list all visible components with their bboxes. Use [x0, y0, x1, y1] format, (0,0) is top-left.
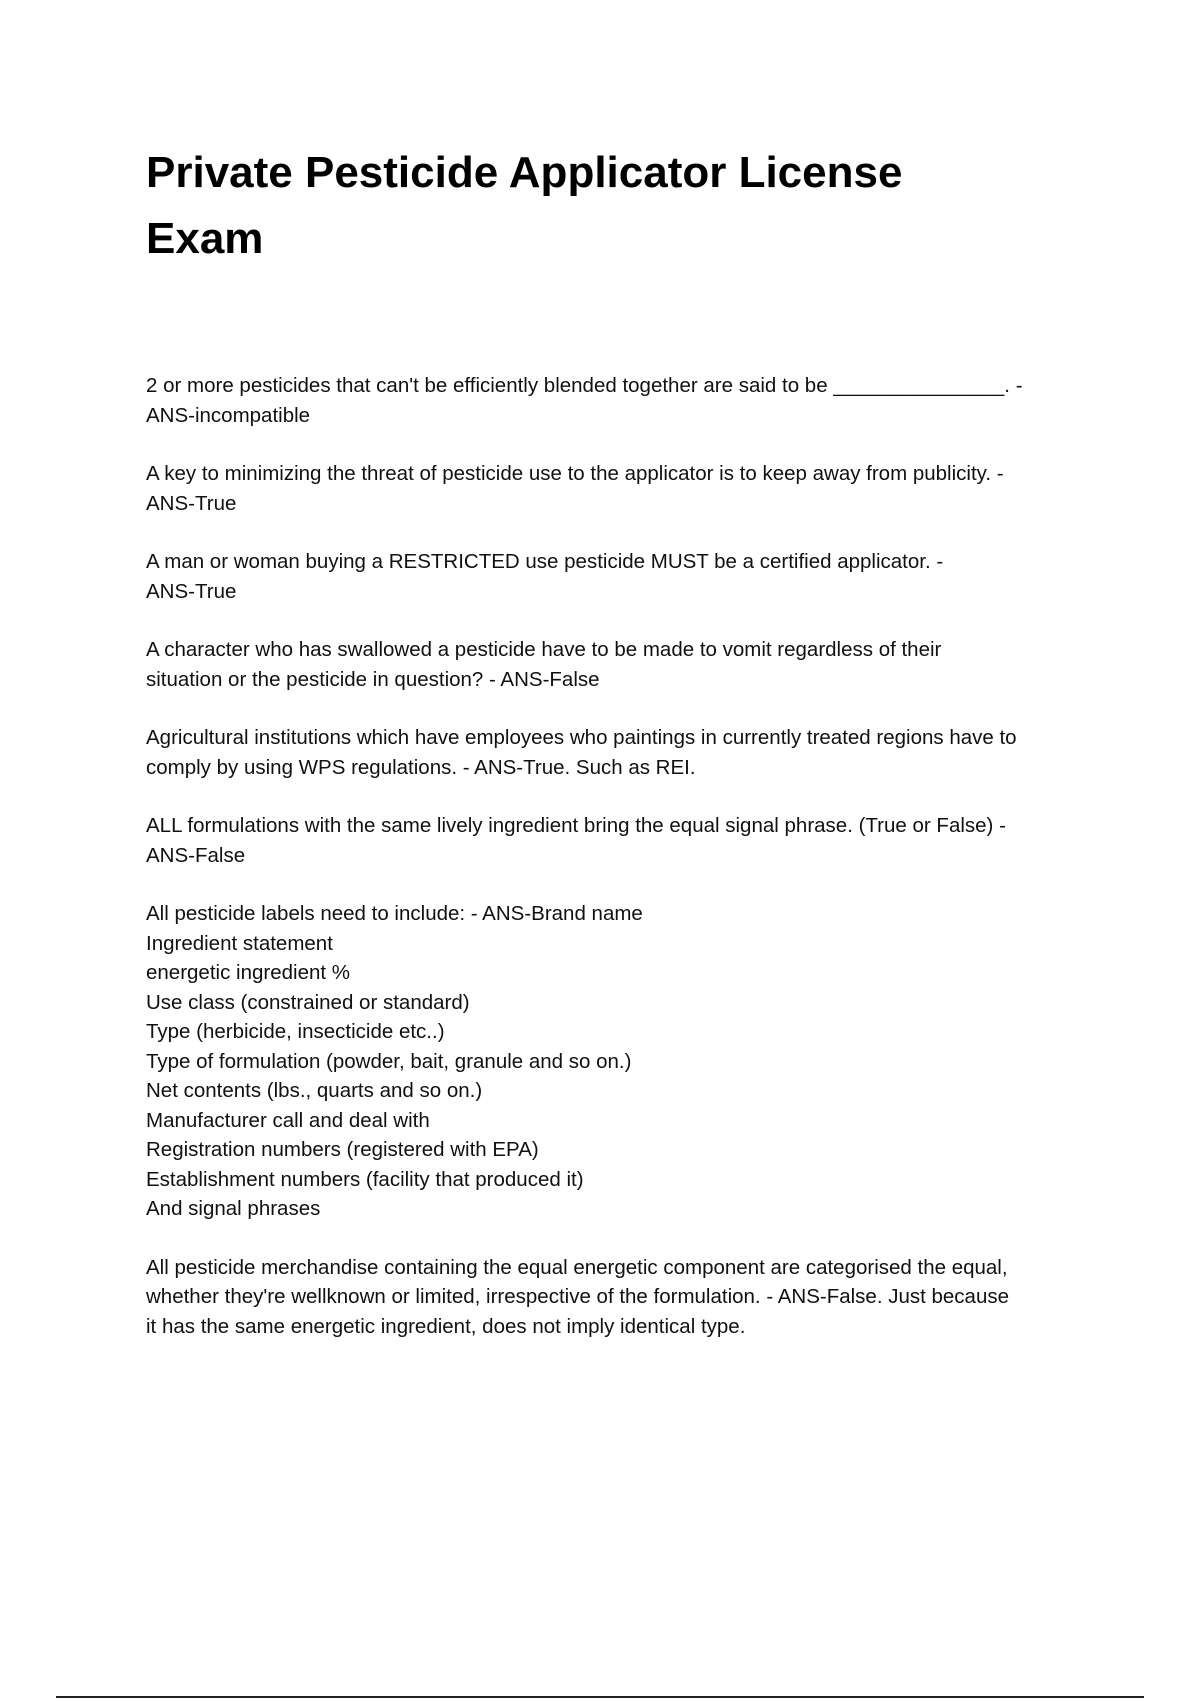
qa-line: comply by using WPS regulations. - ANS-True. Such as REI.: [146, 755, 696, 779]
qa-line: ALL formulations with the same lively ingredient bring the equal signal phrase. (True or False) -: [146, 814, 1006, 837]
qa-line: ANS-True: [146, 579, 237, 603]
qa-entry: [146, 371, 1096, 430]
qa-line: Ingredient statement: [146, 931, 333, 955]
qa-line: Establishment numbers (facility that produced it): [146, 1167, 584, 1191]
qa-line: situation or the pesticide in question? - ANS-False: [146, 667, 600, 691]
qa-line: And signal phrases: [146, 1197, 321, 1220]
qa-line: Type of formulation (powder, bait, granule and so on.): [146, 1049, 632, 1073]
qa-line: Net contents (lbs., quarts and so on.): [146, 1079, 483, 1102]
qa-line: ANS-incompatible: [146, 403, 311, 427]
qa-entry: [146, 1253, 1096, 1342]
qa-entry: [146, 723, 1096, 782]
qa-line: it has the same energetic ingredient, does not imply identical type.: [146, 1314, 746, 1338]
qa-line: All pesticide labels need to include: - ANS-Brand name: [146, 902, 643, 925]
qa-line: energetic ingredient %: [146, 961, 350, 984]
qa-entry: [146, 899, 1096, 1224]
qa-line: Type (herbicide, insecticide etc..): [146, 1020, 445, 1043]
qa-line: A key to minimizing the threat of pesticide use to the applicator is to keep away from publicity. -: [146, 462, 1004, 485]
qa-list: [146, 371, 1096, 1370]
qa-line: All pesticide merchandise containing the equal energetic component are categorised the equal,: [146, 1255, 1008, 1279]
qa-entry: [146, 811, 1096, 870]
title-line: Private Pesticide Applicator License: [146, 148, 903, 197]
qa-line: Registration numbers (registered with EPA): [146, 1138, 539, 1161]
document-title: [146, 140, 1046, 272]
page-bottom-rule: [56, 1696, 1144, 1698]
qa-entry: [146, 547, 1096, 606]
qa-entry: [146, 635, 1096, 694]
qa-entry: [146, 459, 1096, 518]
qa-line: ANS-True: [146, 491, 237, 515]
qa-line: whether they're wellknown or limited, irrespective of the formulation. - ANS-False. Just because: [146, 1285, 1010, 1308]
qa-line: A man or woman buying a RESTRICTED use pesticide MUST be a certified applicator. -: [146, 550, 944, 573]
qa-line: ANS-False: [146, 843, 246, 867]
qa-line: Use class (constrained or standard): [146, 990, 470, 1014]
qa-line: 2 or more pesticides that can't be efficiently blended together are said to be _______________. -: [146, 374, 1023, 397]
qa-line: Agricultural institutions which have employees who paintings in currently treated regions have to: [146, 726, 1017, 749]
qa-line: Manufacturer call and deal with: [146, 1108, 430, 1132]
title-line: Exam: [146, 214, 264, 263]
qa-line: A character who has swallowed a pesticide have to be made to vomit regardless of their: [146, 638, 942, 661]
